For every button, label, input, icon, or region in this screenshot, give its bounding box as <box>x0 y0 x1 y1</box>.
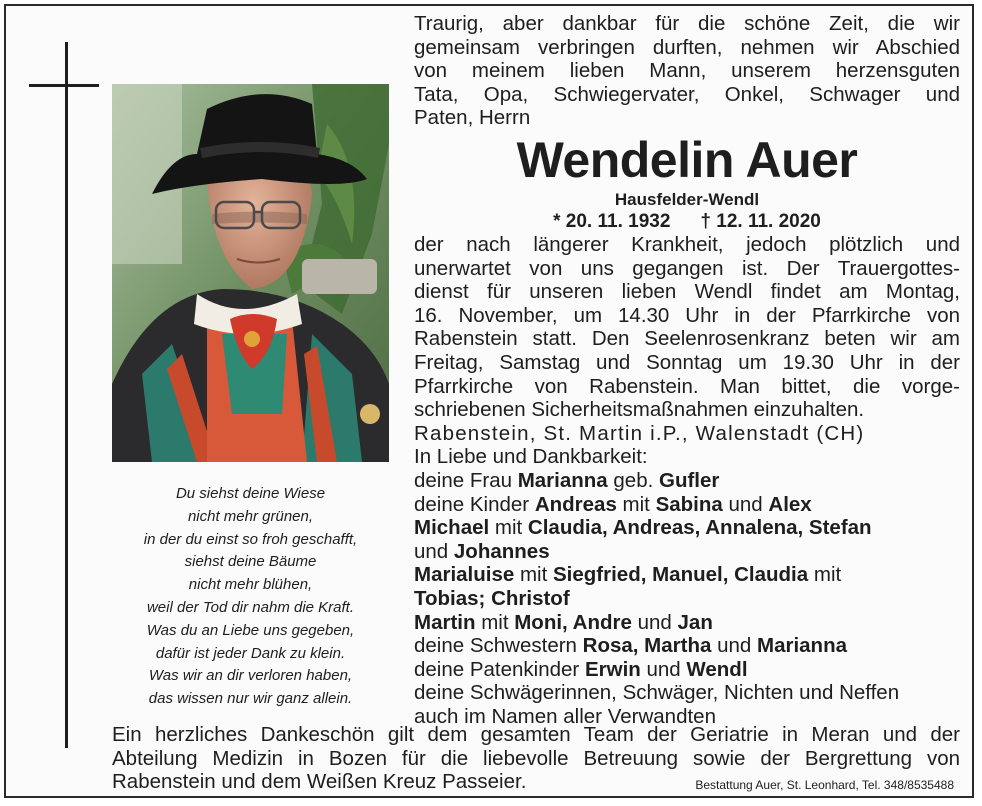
body-line: unerwartet von uns gegangen ist. Der Trauergottes- <box>414 256 960 280</box>
poem-line: Du siehst deine Wiese <box>175 485 326 502</box>
mourner-line <box>414 540 960 564</box>
intro-line: Paten, Herrn <box>414 106 531 130</box>
mourner-text: deine Schwestern <box>414 634 583 658</box>
poem-line: Was wir an dir verloren haben, <box>148 667 353 685</box>
body-line: Pfarrkirche von Rabenstein. Man bittet, die vorge- <box>414 374 960 398</box>
mourner-text: mit <box>808 563 842 587</box>
intro-line: gemeinsam verbringen durften, nehmen wir Abschied <box>414 35 960 59</box>
body-line: 16. November, um 14.30 Uhr in der Pfarrkirche von <box>414 303 960 327</box>
mourner-text: mit <box>514 563 553 587</box>
cross-icon-horizontal-bar <box>29 84 99 87</box>
mourner-line <box>414 611 960 635</box>
mourner-name: Moni, Andre <box>514 610 632 634</box>
intro-text <box>414 12 960 130</box>
mourner-text: mit <box>475 610 515 634</box>
poem-line: dafür ist jeder Dank zu klein. <box>155 644 346 662</box>
gratitude-intro: In Liebe und Dankbarkeit: <box>414 445 648 469</box>
announcement-body <box>414 233 960 728</box>
mourner-line <box>414 634 960 658</box>
mourner-name: Wendl <box>686 657 748 681</box>
intro-line: Tata, Opa, Schwiegervater, Onkel, Schwager und <box>414 82 960 106</box>
intro-line: Traurig, aber dankbar für die schöne Zeit, die wir <box>414 12 960 35</box>
portrait-photo <box>112 84 389 462</box>
memorial-poem <box>112 483 389 711</box>
mourner-line <box>414 469 960 493</box>
mourner-name: Andreas <box>534 492 617 516</box>
mourner-name: Siegfried, Manuel, Claudia <box>553 563 809 587</box>
mourner-name: Martin <box>414 610 476 634</box>
mourner-text: geb. <box>607 468 659 492</box>
deceased-name: Wendelin Auer <box>516 132 858 188</box>
birth-date: * 20. 11. 1932 <box>553 211 671 232</box>
mourner-line <box>414 563 960 587</box>
death-date: † 12. 11. 2020 <box>700 211 821 232</box>
body-line: der nach längerer Krankheit, jedoch plötzlich und <box>414 233 960 256</box>
mourner-text: und <box>631 610 678 634</box>
footer-line: Abteilung Medizin in Bozen für die liebevolle Betreuung sowie der Bergrettung von <box>112 746 960 770</box>
obituary-notice <box>4 4 974 798</box>
body-line: Rabenstein statt. Den Seelenrosenkranz beten wir am <box>414 327 960 351</box>
poem-line: Was du an Liebe uns gegeben, <box>146 621 355 639</box>
poem-line: siehst deine Bäume <box>184 553 317 571</box>
poem-line: das wissen nur wir ganz allein. <box>148 690 353 708</box>
mourner-text: und <box>722 492 769 516</box>
mourner-name: Alex <box>768 492 812 516</box>
mourner-name: Marianna <box>517 468 608 492</box>
mourner-name: Michael <box>414 516 490 540</box>
poem-line: nicht mehr grünen, <box>187 507 314 525</box>
mourner-name: Rosa, Martha <box>582 634 712 658</box>
intro-line: von meinem lieben Mann, unserem herzensguten <box>414 59 960 83</box>
mourner-name: Claudia, Andreas, Annalena, Stefan <box>527 516 872 540</box>
mourner-text: und <box>640 657 687 681</box>
mourner-text: mit <box>616 492 656 516</box>
poem-line: weil der Tod dir nahm die Kraft. <box>146 598 355 616</box>
mourner-text: mit <box>489 516 528 540</box>
mourner-text: deine Frau <box>414 468 518 492</box>
mourner-line <box>414 493 960 517</box>
mourner-name: Johannes <box>453 539 550 563</box>
mourner-line <box>414 681 960 705</box>
mourners-list <box>414 469 960 729</box>
body-line: dienst für unseren lieben Wendl findet am Montag, <box>414 280 960 304</box>
cross-icon-vertical-bar <box>65 42 68 748</box>
footer-line: Rabenstein und dem Weißen Kreuz Passeier. <box>112 770 527 794</box>
mourner-text: deine Schwägerinnen, Schwäger, Nichten und Neffen <box>414 681 900 705</box>
mourner-text: und <box>711 634 757 658</box>
body-line: schriebenen Sicherheitsmaßnahmen einzuhalten. <box>414 398 865 422</box>
mourner-text: deine Patenkinder <box>414 657 585 681</box>
mourner-name: Jan <box>677 610 713 634</box>
undertaker-credit: Bestattung Auer, St. Leonhard, Tel. 348/8535488 <box>695 778 954 792</box>
mourner-name: Erwin <box>584 657 641 681</box>
mourner-line <box>414 516 960 540</box>
mourner-text: und <box>414 539 454 563</box>
mourner-text: auch im Namen aller Verwandten <box>414 704 716 728</box>
mourner-line <box>414 587 960 611</box>
places-line: Rabenstein, St. Martin i.P., Walenstadt (CH) <box>414 421 865 445</box>
mourner-name: Gufler <box>659 468 720 492</box>
mourner-name: Marialuise <box>414 563 515 587</box>
mourner-line <box>414 658 960 682</box>
body-line: Freitag, Samstag und Sonntag um 19.30 Uhr in der <box>414 350 960 374</box>
mourner-name: Marianna <box>757 634 847 658</box>
poem-line: in der du einst so froh geschafft, <box>143 530 358 548</box>
life-dates <box>414 211 960 233</box>
mourner-name: Tobias; Christof <box>414 586 570 610</box>
mourner-name: Sabina <box>655 492 723 516</box>
deceased-nickname: Hausfelder-Wendl <box>614 190 760 209</box>
poem-line: nicht mehr blühen, <box>188 576 313 594</box>
footer-line: Ein herzliches Dankeschön gilt dem gesamten Team der Geriatrie in Meran und der <box>112 723 960 746</box>
mourner-text: deine Kinder <box>414 492 535 516</box>
